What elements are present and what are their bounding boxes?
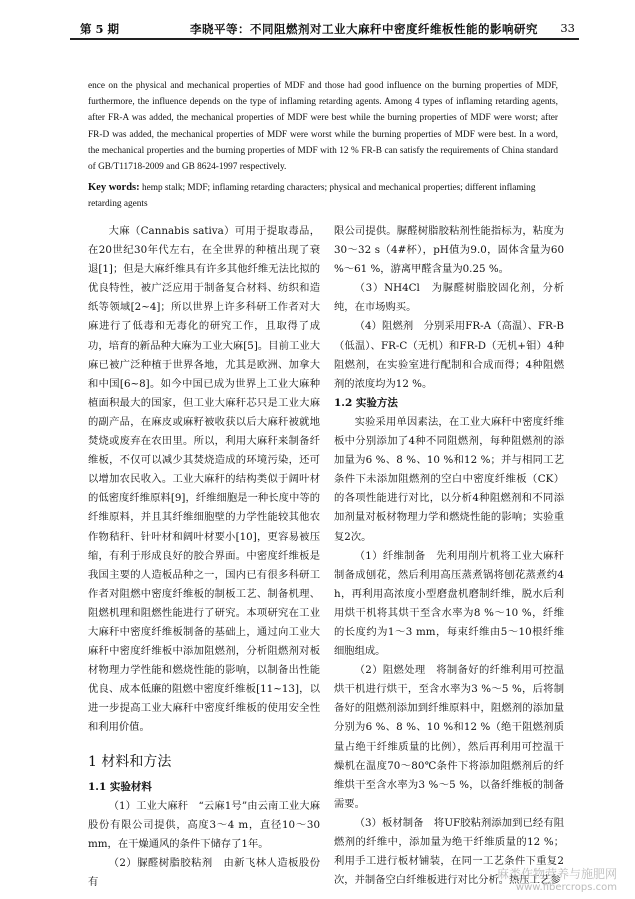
watermark-title: 麻类作物营养与施肥网: [496, 867, 617, 881]
method-step: （2）阻燃处理 将制备好的纤维利用可控温烘干机进行烘干，至含水率为3 %～5 %，后将制备好的阻燃剂添加到纤维原料中，阻燃剂的添加量分别为6 %、8 %、10 %和12 %（绝干阻燃剂质量占绝干纤维质量的比例），然后再利用可控温干燥机在温度70～80℃条件下将添加阻燃剂后的纤维烘干至含水率为3 %～5 %，以备纤维板的制备需要。: [334, 664, 564, 810]
material-item: （2）脲醛树脂胶粘剂 由新飞林人造板股份有: [88, 856, 320, 888]
section-heading: 1 材料和方法: [88, 753, 172, 770]
method-step: （3）板材制备 将UF胶粘剂添加到已经有阻燃剂的纤维中，添加量为绝干纤维质量的12 %；利用手工进行板材铺装，在同一工艺条件下重复2次，并制备空白纤维板进行对比分析。热压工艺参: [334, 816, 564, 887]
issue-number: 第 5 期: [80, 22, 120, 36]
running-title: 李晓平等：不同阻燃剂对工业大麻秆中密度纤维板性能的影响研究: [190, 22, 538, 36]
subsection-heading: 1.2 实验方法: [334, 396, 398, 409]
keywords-label: Key words:: [88, 182, 140, 193]
watermark-url: www.fibercrops.com: [515, 882, 617, 893]
right-column: [334, 222, 564, 890]
material-item: （3）NH4Cl 为脲醛树脂胶固化剂，分析纯，在市场购买。: [334, 282, 564, 314]
method-step: （1）纤维制备 先利用削片机将工业大麻秆制备成刨花，然后利用高压蒸煮锅将刨花蒸煮约4 h，再利用高浓度小型磨盘机磨制纤维，脱水后利用烘干机将其烘干至含水率为8 %～10 %，纤维的长度约为1～3 mm，每束纤维由5～10根纤维细胞组成。: [334, 549, 564, 658]
material-item-continued: 限公司提供。脲醛树脂胶粘剂性能指标为，粘度为30～32 s（4#杯），pH值为9.0，固体含量为60 %～61 %，游离甲醛含量为0.25 %。: [334, 225, 564, 276]
keywords: [88, 180, 558, 212]
method-paragraph: 实验采用单因素法，在工业大麻秆中密度纤维板中分别添加了4种不同阻燃剂，每种阻燃剂的添加量为6 %、8 %、10 %和12 %；并与相同工艺条件下未添加阻燃剂的空白中密度纤维板（CK）的各项性能进行对比，以分析4种阻燃剂和不同添加剂量对板材物理力学和燃烧性能的影响；实验重复2次。: [334, 415, 564, 543]
subsection-heading: 1.1 实验材料: [88, 780, 152, 793]
keywords-text: hemp stalk; MDF; inflaming retarding characters; physical and mechanical properties; different inflaming retarding agents: [88, 183, 536, 210]
page-number: 33: [560, 21, 575, 35]
header-rule: [70, 38, 579, 40]
english-abstract-continued: ence on the physical and mechanical properties of MDF and those had good influence on the burning properties of MDF, furthermore, the influence depends on the type of inflaming retarding agents. Among 4 types of inflaming retarding agents, after FR-A was added, the mechanical properties of MDF were best while the burning properties of MDF were worst; after FR-D was added, the mechanical properties of MDF were worst while the burning properties of MDF were best. In a word, the mechanical properties and the burning properties of MDF with 12 % FR-B can satisfy the requirements of China standard of GB/T11718-2009 and GB 8624-1997 respectively.: [88, 81, 558, 173]
material-item: （1）工业大麻秆 “云麻1号”由云南工业大麻股份有限公司提供，高度3～4 m，直径10～30 mm，在干燥通风的条件下储存了1年。: [88, 799, 320, 850]
material-item: （4）阻燃剂 分别采用FR-A（高温）、FR-B（低温）、FR-C（无机）和FR-D（无机+钼）4种阻燃剂，在实验室进行配制和合成而得；4种阻燃剂的浓度均为12 %。: [334, 320, 564, 390]
site-watermark: [497, 865, 617, 893]
left-column: [88, 222, 320, 892]
intro-paragraph: 大麻（Cannabis sativa）可用于提取毒品，在20世纪30年代左右，在全世界的种植出现了衰退[1]；但是大麻纤维具有许多其他纤维无法比拟的优良特性，被广泛应用于制备复合材料、纺织和造纸等领域[2~4]；所以世界上许多科研工作者对大麻进行了低毒和无毒化的研究工作，且取得了成功，培育的新品种大麻为工业大麻[5]。目前工业大麻已被广泛种植于世界各地，尤其是欧洲、加拿大和中国[6~8]。如今中国已成为世界上工业大麻种植面积最大的国家，但工业大麻秆芯只是工业大麻的副产品，在麻皮或麻籽被收获以后大麻秆被就地焚烧或废弃在农田里。所以，利用大麻秆来制备纤维板，不仅可以减少其焚烧造成的环境污染，还可以增加农民收入。工业大麻秆的结构类似于阔叶材的低密度纤维原料[9]，纤维细胞是一种长度中等的纤维原料，并且其纤维细胞壁的力学性能较其他农作物秸秆、针叶材和阔叶材要小[10]，更容易被压缩，有利于形成良好的胶合界面。中密度纤维板是我国主要的人造板品种之一，国内已有很多科研工作者对阻燃中密度纤维板的制板工艺、制备机理、阻燃机理和阻燃性能进行了研究。本项研究在工业大麻秆中密度纤维板制备的基础上，通过向工业大麻秆中密度纤维板中添加阻燃剂，分析阻燃剂对板材物理力学性能和燃烧性能的影响，以制备出性能优良、成本低廉的阻燃中密度纤维板[11~13]，以进一步提高工业大麻秆中密度纤维板的使用安全性和利用价值。: [88, 225, 320, 734]
running-header: [80, 18, 575, 40]
